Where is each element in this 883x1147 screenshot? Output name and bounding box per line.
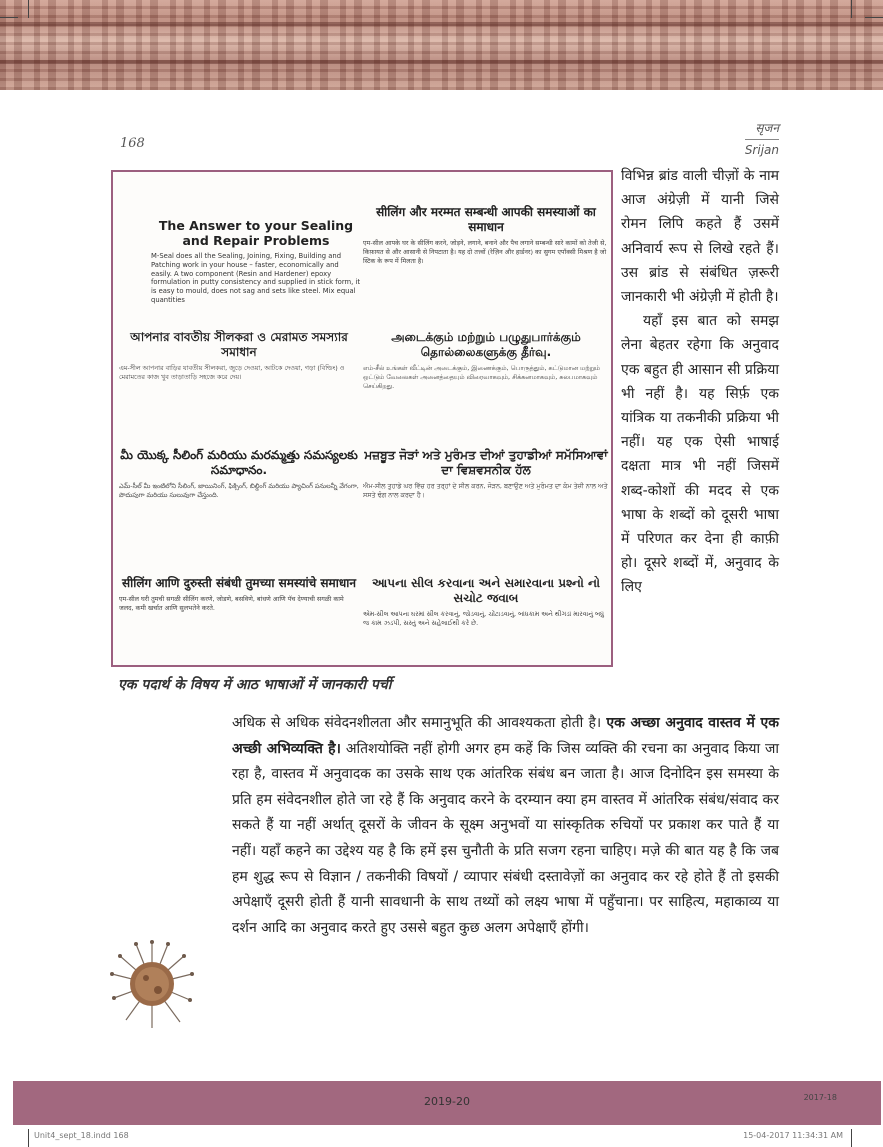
panel-body: એમ-સીલ આપના ઘરમાં સીલ કરવાનું, જોડવાનું, ચોંટાડવાનું, બાંધકામ અને થીગડાં મારવાનું બધું જ કામ ઝડપી, સસ્તું અને સહેલાઈથી કરે છે. bbox=[363, 610, 604, 627]
crop-mark bbox=[851, 0, 852, 18]
footer-band bbox=[13, 1081, 881, 1125]
panel-title: మీ యొక్క సీలింగ్ మరియు మరమ్మత్తు సమస్యలకు సమాధానం. bbox=[120, 448, 358, 477]
crop-mark bbox=[865, 17, 883, 18]
panel-body: এম-সীল আপনার বাড়ির যাবতীয় সীলকরা, জুড়ে দেওয়া, আটকে দেওয়া, গড়া (বিল্ডিং) ও মেরামতের কাজ খুব তাড়াতাড়ি সহজে করে দেয়। bbox=[119, 364, 345, 381]
panel-telugu bbox=[119, 448, 359, 552]
paragraph-lead: अधिक से अधिक संवेदनशीलता और समानुभूति की आवश्यकता होती है। bbox=[232, 715, 602, 731]
panel-marathi bbox=[119, 576, 359, 662]
panel-title: ਮਜ਼ਬੂਤ ਜੋੜਾਂ ਅਤੇ ਮੁਰੰਮਤ ਦੀਆਂ ਤੁਹਾਡੀਆਂ ਸਮੱਸਿਆਵਾਂ ਦਾ ਵਿਸ਼ਵਸਨੀਕ ਹੱਲ bbox=[364, 448, 608, 477]
running-title-english: Srijan bbox=[744, 143, 779, 157]
panel-title: அடைக்கும் மற்றும் பழுதுபார்க்கும் தொல்லைகளுக்கு தீர்வு. bbox=[391, 330, 581, 359]
side-paragraph-1: विभिन्न ब्रांड वाली चीज़ों के नाम आज अंग्रेज़ी में यानी जिसे रोमन लिपि कहते हैं उसमें अनिवार्य रूप से लिखे रहते हैं। उस ब्रांड से संबंधित ज़रूरी जानकारी भी अंग्रेज़ी में होती है। bbox=[621, 168, 779, 306]
print-slug-left: Unit4_sept_18.indd 168 bbox=[34, 1131, 129, 1140]
panel-body: एम-सील आपके घर के सीलिंग करने, जोड़ने, लगाने, बनाने और पैच लगाने सम्बन्धी सारे कामों को तेजी से, किफ़ायत से और आसानी से निपटाता है। यह दो तत्त्वों (रेज़िन और हार्डनर) का सुगम एपॉक्सी मिश्रण है जो स्टिक के रूप में मिलता है। bbox=[363, 239, 607, 265]
header-banner bbox=[0, 0, 883, 90]
panel-body: ਐਮ-ਸੀਲ ਤੁਹਾਡੇ ਘਰ ਵਿੱਚ ਹਰ ਤਰ੍ਹਾਂ ਦੇ ਸੀਲ ਕਰਨ, ਜੋੜਨ, ਬਣਾਉਣ ਅਤੇ ਮੁਰੰਮਤ ਦਾ ਕੰਮ ਤੇਜ਼ੀ ਨਾਲ ਅਤੇ ਸਸਤੇ ਢੰਗ ਨਾਲ ਕਰਦਾ ਹੈ। bbox=[363, 482, 608, 499]
footer-year: 2019-20 bbox=[424, 1095, 470, 1108]
figure-caption: एक पदार्थ के विषय में आठ भाषाओं में जानकारी पर्ची bbox=[118, 677, 392, 693]
page-number: 168 bbox=[120, 136, 145, 151]
crop-mark bbox=[0, 17, 18, 18]
panel-bengali bbox=[119, 330, 359, 428]
panel-english bbox=[151, 218, 361, 330]
panel-title: The Answer to your Sealing and Repair Problems bbox=[158, 218, 354, 248]
panel-body: எம்-சீல் உங்கள் வீட்டின் அடைக்கும், இணைக்கும், பொருத்தும், கட்டுமான மற்றும் ஒட்டும் வேலைகள் அனைத்தையும் விரைவாகவும், சிக்கனமாகவும், சுலபமாகவும் செய்கிறது. bbox=[363, 364, 601, 390]
print-slug-right: 15-04-2017 11:34:31 AM bbox=[743, 1131, 843, 1140]
crop-mark bbox=[851, 1129, 852, 1147]
sun-ornament-icon bbox=[108, 938, 196, 1030]
panel-punjabi bbox=[363, 448, 609, 552]
footer-year-secondary: 2017-18 bbox=[803, 1093, 837, 1102]
info-slip-figure bbox=[111, 170, 613, 667]
panel-body: एम-सील घरी तुमची सगळी सीलिंग करणे, जोडणे, बसविणे, बांधणे आणि पॅच देण्याची सगळी कामे जलद, कमी खर्चात आणि सुलभतेने करते. bbox=[119, 595, 344, 612]
banner-border bbox=[0, 60, 883, 64]
panel-title: આપના સીલ કરવાના અને સમારવાના પ્રશ્નો નો સચોટ જવાબ bbox=[372, 576, 600, 605]
emphasis-sentence: एक अच्छा अनुवाद वास्तव में एक अच्छी अभिव्यक्ति है। bbox=[232, 715, 779, 757]
main-paragraph bbox=[232, 711, 779, 941]
panel-hindi bbox=[363, 205, 609, 330]
panel-body: M-Seal does all the Sealing, Joining, Fixing, Building and Patching work in your house – faster, economically and easily. A two component (Resin and Hardener) epoxy formulation in putty consistency and supplied in stick form, it is easy to mould, does not sag and sets like steel. Mix equal quantities bbox=[151, 252, 360, 304]
crop-mark bbox=[28, 1129, 29, 1147]
panel-tamil bbox=[363, 330, 609, 428]
side-column bbox=[621, 164, 779, 600]
panel-title: सीलिंग आणि दुरुस्ती संबंधी तुमच्या समस्यांचे समाधान bbox=[122, 576, 356, 590]
panel-title: আপনার বাবতীয় সীলকরা ও মেরামত সমস্যার সমাধান bbox=[130, 330, 348, 359]
banner-border bbox=[0, 22, 883, 26]
panel-gujarati bbox=[363, 576, 609, 662]
panel-title: सीलिंग और मरम्मत सम्बन्धी आपकी समस्याओं का समाधान bbox=[376, 205, 596, 234]
panel-body: ఎమ్-సీల్ మీ ఇంటిలోని సీలింగ్, జాయినింగ్, ఫిక్సింగ్, బిల్డింగ్ మరియు ప్యాచింగ్ పనులన్నీ వేగంగా, పొదుపుగా మరియు సులువుగా చేస్తుంది. bbox=[119, 482, 359, 499]
side-paragraph-2: यहाँ इस बात को समझ लेना बेहतर रहेगा कि अनुवाद एक बहुत ही आसान सी प्रक्रिया भी नहीं है। यह सिर्फ़ एक यांत्रिक या तकनीकी प्रक्रिया भी नहीं। यह एक ऐसी भाषाई दक्षता मात्र भी नहीं जिसमें शब्द-कोशों की मदद से एक भाषा के शब्दों को दूसरी भाषा में परिणत कर देना ही काफ़ी हो। दूसरे शब्दों में, अनुवाद के लिए bbox=[621, 313, 779, 596]
running-title bbox=[745, 118, 779, 160]
running-title-hindi: सृजन bbox=[745, 118, 779, 140]
crop-mark bbox=[28, 0, 29, 18]
paragraph-rest: अतिशयोक्ति नहीं होगी अगर हम कहें कि जिस व्यक्ति की रचना का अनुवाद किया जा रहा है, वास्तव में अनुवादक का उसके साथ एक आंतरिक संबंध बन जाता है। आज दिनोदिन इस समस्या के प्रति हम संवेदनशील होते जा रहे हैं कि अनुवाद करने के दरम्यान क्या हम वास्तव में आंतरिक संबंध/संवाद कर सकते हैं या नहीं अर्थात् दूसरों के जीवन के सूक्ष्म अनुभवों या सांस्कृतिक रुचियों पर प्रकाश कर पाते हैं या नहीं। यहाँ कहने का उद्देश्य यह है कि हमें इस चुनौती के प्रति सजग रहना चाहिए। मज़े की बात यह है कि जब हम शुद्ध रूप से विज्ञान / तकनीकी विषयों / व्यापार संबंधी दस्तावेज़ों का अनुवाद कर रहे होते हैं तो इसकी अपेक्षाएँ दूसरी होती हैं यानी सावधानी के साथ तथ्यों को लक्ष्य भाषा में पहुँचाना। पर साहित्य, महाकाव्य या दर्शन आदि का अनुवाद करते हुए उससे बहुत कुछ अलग अपेक्षाएँ होंगी। bbox=[232, 740, 780, 936]
